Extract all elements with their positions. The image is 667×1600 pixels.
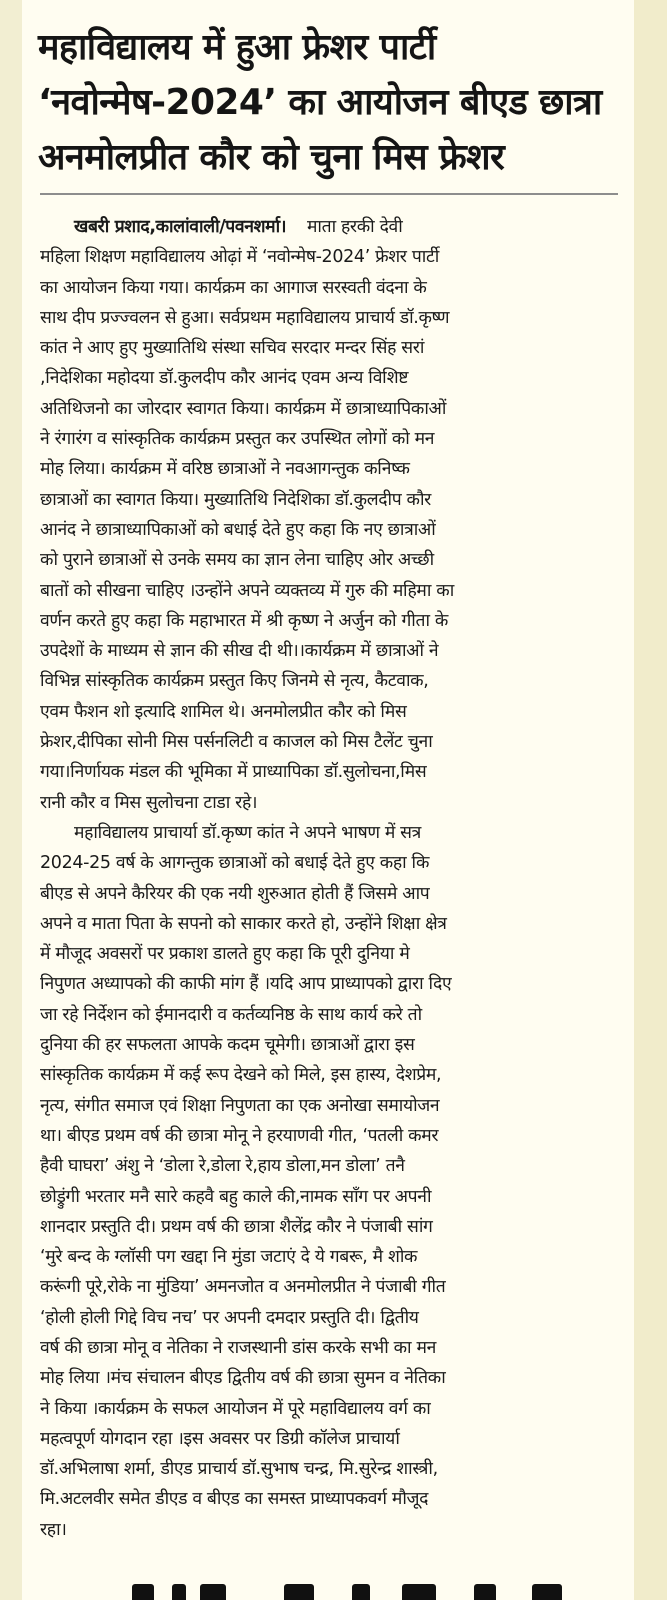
headline-line-3: अनमोलप्रीत कौर को चुना मिस फ्रेशर bbox=[38, 137, 505, 178]
byline: खबरी प्रशाद,कालांवाली/पवनशर्मा। bbox=[74, 217, 287, 237]
paragraph-2-line: निपुणत अध्यापको की काफी मांग हैं ।यदि आप प्राध्यापको द्वारा दिए bbox=[40, 974, 452, 995]
paragraph-2-line: छोड्रुंगी भरतार मनै सारे कहवै बहु काले की,नामक सॉंग पर अपनी bbox=[40, 1186, 432, 1207]
paragraph-2-line: बीएड से अपने कैरियर की एक नयी शुरुआत होती हैं जिसमे आप bbox=[40, 883, 430, 904]
headline-line-1: महाविद्यालय में हुआ फ्रेशर पार्टी bbox=[38, 27, 436, 68]
paragraph-1-line: फ्रेशर,दीपिका सोनी मिस पर्सनलिटी व काजल को मिस टैलेंट चुना bbox=[40, 732, 433, 753]
paragraph-2-line: दुनिया की हर सफलता आपके कदम चूमेगी। छात्राओं द्वारा इस bbox=[40, 1035, 415, 1056]
page-edge bbox=[634, 0, 667, 1600]
cropped-glyph bbox=[352, 1584, 370, 1600]
headline bbox=[38, 20, 608, 185]
paragraph-2-line: डॉ.अभिलाषा शर्मा, डीएड प्राचार्य डॉ.सुभाष चन्द्र, मि.सुरेन्द्र शास्त्री, bbox=[40, 1459, 438, 1480]
paragraph-2-line: मोह लिया ।मंच संचालन बीएड द्वितीय वर्ष की छात्रा सुमन व नेतिका bbox=[40, 1368, 446, 1389]
cropped-next-headline bbox=[22, 1578, 634, 1600]
paragraph-2-line: महाविद्यालय प्राचार्या डॉ.कृष्ण कांत ने अपने भाषण में सत्र bbox=[74, 822, 421, 843]
paragraph-2-line: 2024-25 वर्ष के आगन्तुक छात्राओं को बधाई देते हुए कहा कि bbox=[40, 853, 430, 874]
paragraph-1-line: को पुराने छात्राओं से उनके समय का ज्ञान लेना चाहिए ओर अच्छी bbox=[40, 550, 434, 571]
paragraph-2-line: महत्वपूर्ण योगदान रहा ।इस अवसर पर डिग्री कॉलेज प्राचार्या bbox=[40, 1428, 400, 1449]
paragraph-1-line: कांत ने आए हुए मुख्यातिथि संस्था सचिव सरदार मन्दर सिंह सरां bbox=[40, 338, 425, 359]
paragraph-1-line: माता हरकी देवी bbox=[306, 217, 403, 237]
paragraph-1-line: साथ दीप प्रज्ज्वलन से हुआ। सर्वप्रथम महाविद्यालय प्राचार्य डॉ.कृष्ण bbox=[40, 307, 450, 328]
paragraph-2-line: ‘होली होली गिद्दे विच नच’ पर अपनी दमदार प्रस्तुति दी। द्वितीय bbox=[40, 1307, 419, 1328]
cropped-glyph bbox=[172, 1584, 186, 1600]
cropped-previous-article-text bbox=[40, 0, 600, 8]
paragraph-1-line: अतिथिजनो का जोरदार स्वागत किया। कार्यक्रम में छात्राध्यापिकाओं bbox=[40, 398, 447, 419]
paragraph-2-line: में मौजूद अवसरों पर प्रकाश डालते हुए कहा कि पूरी दुनिया मे bbox=[40, 944, 410, 965]
paragraph-1-line: ने रंगारंग व सांस्कृतिक कार्यक्रम प्रस्तुत कर उपस्थित लोगों को मन bbox=[40, 429, 435, 450]
cropped-glyph bbox=[402, 1584, 436, 1600]
headline-line-2: ‘नवोन्मेष-2024’ का आयोजन बीएड छात्रा bbox=[38, 82, 602, 123]
paragraph-1-line: उपदेशों के माध्यम से ज्ञान की सीख दी थी।।कार्यक्रम में छात्राओं ने bbox=[40, 641, 439, 662]
cropped-glyph bbox=[284, 1584, 314, 1600]
paragraph-2-line: सांस्कृतिक कार्यक्रम में कई रूप देखने को मिले, इस हास्य, देशप्रेम, bbox=[40, 1065, 442, 1086]
paragraph-1-line: एवम फैशन शो इत्यादि शामिल थे। अनमोलप्रीत कौर को मिस bbox=[40, 701, 407, 722]
paragraph-2-line: हैवी घाघरा’ अंशु ने ‘डोला रे,डोला रे,हाय डोला,मन डोला’ तनै bbox=[40, 1156, 405, 1177]
cropped-glyph bbox=[132, 1584, 154, 1600]
paragraph-1-line: गया।निर्णायक मंडल की भूमिका में प्राध्यापिका डॉ.सुलोचना,मिस bbox=[40, 762, 427, 783]
paragraph-1-line: विभिन्न सांस्कृतिक कार्यक्रम प्रस्तुत किए जिनमे से नृत्य, कैटवाक, bbox=[40, 671, 429, 692]
paragraph-1-line: मोह लिया। कार्यक्रम में वरिष्ठ छात्राओं ने नवआगन्तुक कनिष्क bbox=[40, 459, 410, 480]
cropped-glyph bbox=[200, 1584, 226, 1600]
paragraph-2-line: जा रहे निर्देशन को ईमानदारी व कर्तव्यनिष्ठ के साथ कार्य करे तो bbox=[40, 1004, 422, 1025]
article-body bbox=[40, 212, 620, 1545]
paragraph-1-line: महिला शिक्षण महाविद्यालय ओढ़ां में ‘नवोन्मेष-2024’ फ्रेशर पार्टी bbox=[40, 247, 439, 268]
paragraph-2-line: ‘मुरे बन्द के ग्लॉसी पग खद्दा नि मुंडा जटाएं दे ये गबरू, मै शोक bbox=[40, 1247, 418, 1268]
paragraph-2-line: मि.अटलवीर समेत डीएड व बीएड का समस्त प्राध्यापकवर्ग मौजूद bbox=[40, 1489, 429, 1510]
paragraph-1-line: छात्राओं का स्वागत किया। मुख्यातिथि निदेशिका डॉ.कुलदीप कौर bbox=[40, 489, 431, 510]
paragraph-1-line: बातों को सीखना चाहिए ।उन्होंने अपने व्यक्तव्य में गुरु की महिमा का bbox=[40, 580, 454, 601]
paragraph-2-line: नृत्य, संगीत समाज एवं शिक्षा निपुणता का एक अनोखा समायोजन bbox=[40, 1095, 440, 1116]
paragraph-1-line: आनंद ने छात्राध्यापिकाओं को बधाई देते हुए कहा कि नए छात्राओं bbox=[40, 519, 436, 540]
paragraph-2-line: अपने व माता पिता के सपनो को साकार करते हो, उन्होंने शिक्षा क्षेत्र bbox=[40, 913, 447, 934]
paragraph-1-line: रानी कौर व मिस सुलोचना टाडा रहे। bbox=[40, 792, 258, 813]
paragraph-1-line: ,निदेशिका महोदया डॉ.कुलदीप कौर आनंद एवम अन्य विशिष्ट bbox=[40, 368, 409, 389]
paragraph-2-line: करूंगी पूरे,रोके ना मुंडिया’ अमनजोत व अनमोलप्रीत ने पंजाबी गीत bbox=[40, 1277, 446, 1298]
paragraph-2-line: शानदार प्रस्तुति दी। प्रथम वर्ष की छात्रा शैलेंद्र कौर ने पंजाबी सांग bbox=[40, 1216, 433, 1237]
paragraph-1-line: वर्णन करते हुए कहा कि महाभारत में श्री कृष्ण ने अर्जुन को गीता के bbox=[40, 610, 448, 631]
paragraph-2-line: वर्ष की छात्रा मोनू व नेतिका ने राजस्थानी डांस करके सभी का मन bbox=[40, 1337, 436, 1358]
headline-divider bbox=[40, 193, 618, 195]
article-first-line bbox=[40, 212, 620, 242]
cropped-glyph bbox=[532, 1584, 562, 1600]
paragraph-2-line: रहा। bbox=[40, 1519, 67, 1540]
paragraph-1-line: का आयोजन किया गया। कार्यक्रम का आगाज सरस्वती वंदना के bbox=[40, 277, 427, 298]
cropped-glyph bbox=[474, 1584, 496, 1600]
paragraph-2-line: था। बीएड प्रथम वर्ष की छात्रा मोनू ने हरयाणवी गीत, ‘पतली कमर bbox=[40, 1125, 439, 1146]
paragraph-2-line: ने किया ।कार्यक्रम के सफल आयोजन में पूरे महाविद्यालय वर्ग का bbox=[40, 1398, 431, 1419]
